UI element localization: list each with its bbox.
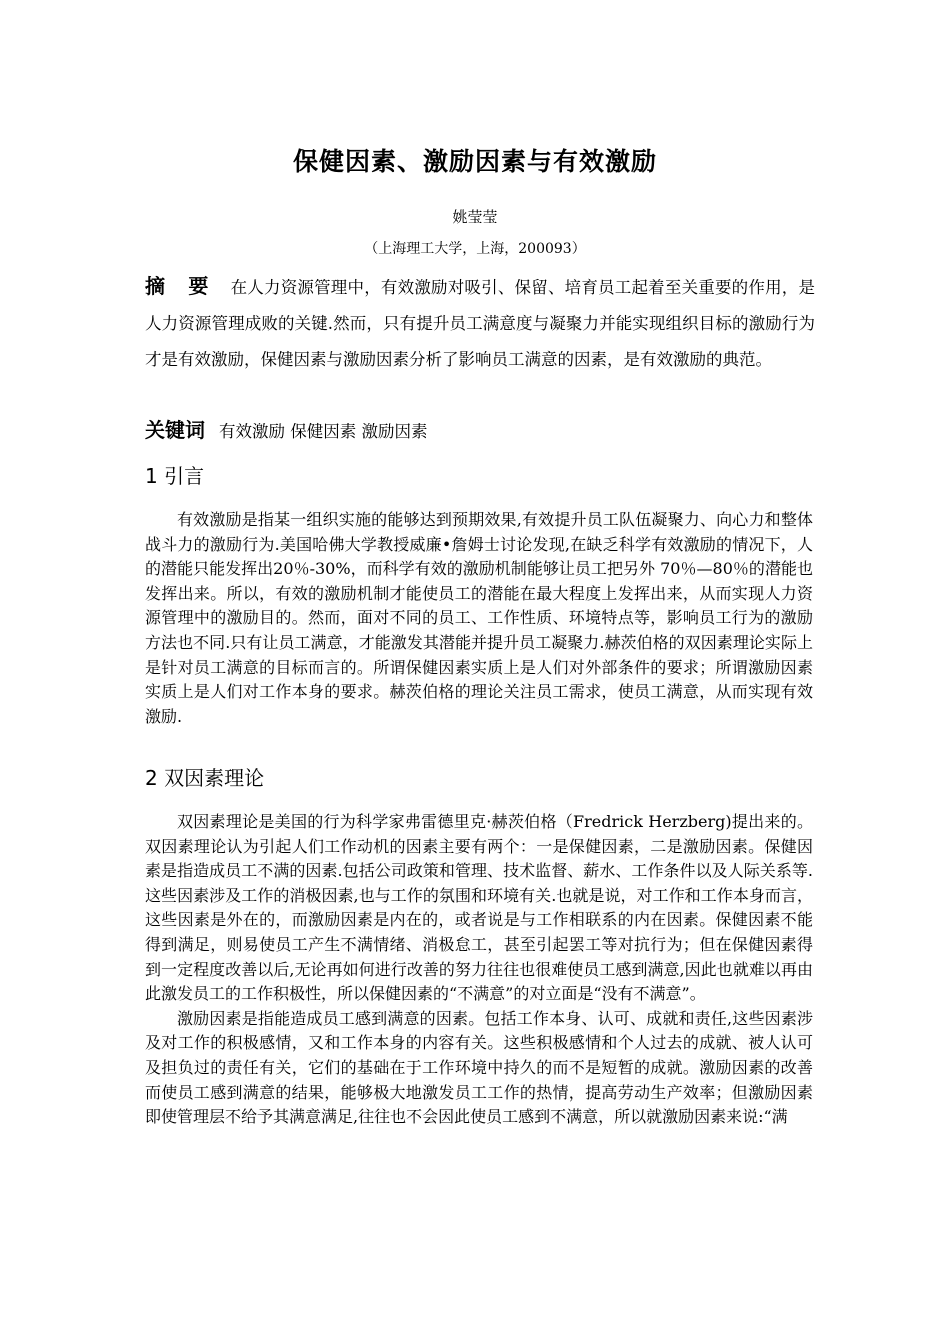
author-affiliation: （上海理工大学，上海，200093） [364, 241, 586, 257]
section-heading-introduction: 1 引言 [145, 464, 205, 488]
section-two-factor-body [145, 810, 813, 1130]
keywords-label: 关键词 [145, 418, 205, 442]
abstract-label: 摘 要 [145, 274, 217, 298]
abstract-text: 在人力资源管理中，有效激励对吸引、保留、培育员工起着至关重要的作用，是人力资源管理成败的关键.然而，只有提升员工满意度与凝聚力并能实现组织目标的激励行为才是有效激励，保健因素与激励因素分析了影响员工满意的因素，是有效激励的典范。 [145, 278, 815, 369]
author-name: 姚莹莹 [452, 208, 498, 226]
paragraph: 激励因素是指能造成员工感到满意的因素。包括工作本身、认可、成就和责任,这些因素涉及对工作的积极感情，又和工作本身的内容有关。这些积极感情和个人过去的成就、被人认可及担负过的责任有关，它们的基础在于工作环境中持久的而不是短暂的成就。激励因素的改善而使员工感到满意的结果，能够极大地激发员工工作的热情，提高劳动生产效率；但激励因素即使管理层不给予其满意满足,往往也不会因此使员工感到不满意，所以就激励因素来说:“满 [145, 1008, 813, 1127]
section-heading-two-factor-theory: 2 双因素理论 [145, 766, 265, 790]
section-introduction-body [145, 508, 813, 729]
keywords-text: 有效激励 保健因素 激励因素 [219, 422, 428, 441]
paragraph: 双因素理论是美国的行为科学家弗雷德里克·赫茨伯格（Fredrick Herzberg)提出来的。双因素理论认为引起人们工作动机的因素主要有两个：一是保健因素，二是激励因素。保健因素是指造成员工不满的因素.包括公司政策和管理、技术监督、薪水、工作条件以及人际关系等.这些因素涉及工作的消极因素,也与工作的氛围和环境有关.也就是说，对工作和工作本身而言，这些因素是外在的，而激励因素是内在的，或者说是与工作相联系的内在因素。保健因素不能得到满足，则易使员工产生不满情绪、消极怠工，甚至引起罢工等对抗行为；但在保健因素得到一定程度改善以后,无论再如何进行改善的努力往往也很难使员工感到满意,因此也就难以再由此激发员工的工作积极性，所以保健因素的“不满意”的对立面是“没有不满意”。 [145, 812, 813, 1004]
abstract [145, 268, 815, 378]
paper-title: 保健因素、激励因素与有效激励 [292, 147, 657, 176]
keywords [145, 413, 815, 449]
paragraph: 有效激励是指某一组织实施的能够达到预期效果,有效提升员工队伍凝聚力、向心力和整体战斗力的激励行为.美国哈佛大学教授威廉•詹姆士讨论发现,在缺乏科学有效激励的情况下，人的潜能只能发挥出20％-30%，而科学有效的激励机制能够让员工把另外 70％—80％的潜能也发挥出来。所以，有效的激励机制才能使员工的潜能在最大程度上发挥出来，从而实现人力资源管理中的激励目的。然而，面对不同的员工、工作性质、环境特点等，影响员工行为的激励方法也不同.只有让员工满意，才能激发其潜能并提升员工凝聚力.赫茨伯格的双因素理论实际上是针对员工满意的目标而言的。所谓保健因素实质上是人们对外部条件的要求；所谓激励因素实质上是人们对工作本身的要求。赫茨伯格的理论关注员工需求，使员工满意，从而实现有效激励. [145, 510, 813, 726]
